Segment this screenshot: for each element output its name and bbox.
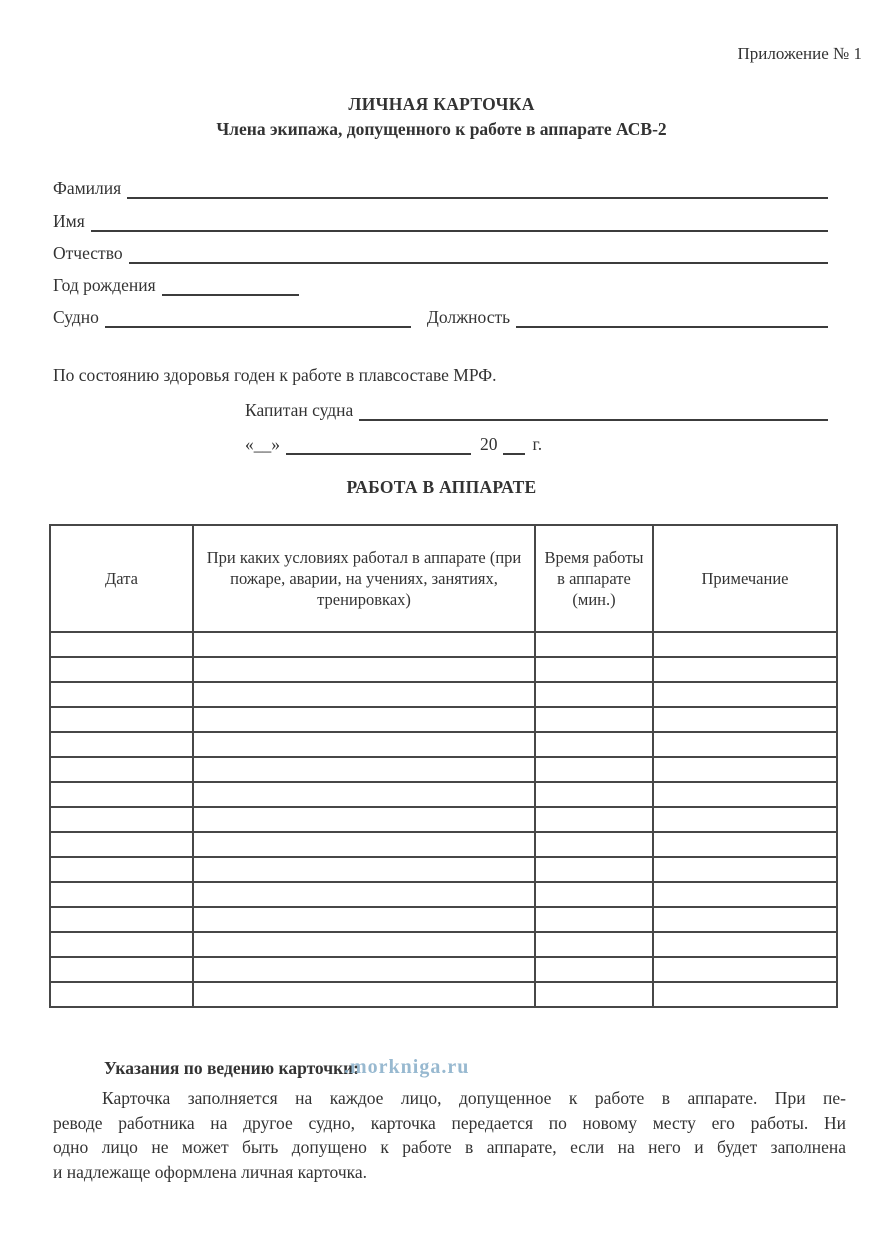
table-empty-cell: [535, 782, 653, 807]
table-empty-row: [50, 732, 837, 757]
captain-label: Капитан судна: [245, 400, 354, 420]
captain-field-row: [245, 399, 828, 421]
table-empty-cell: [50, 857, 193, 882]
table-empty-cell: [535, 632, 653, 657]
table-empty-cell: [535, 907, 653, 932]
table-empty-cell: [193, 882, 535, 907]
table-empty-cell: [535, 957, 653, 982]
table-empty-cell: [653, 657, 837, 682]
table-empty-cell: [193, 632, 535, 657]
table-empty-cell: [50, 732, 193, 757]
table-empty-row: [50, 782, 837, 807]
birth-year-label: Год рождения: [53, 275, 156, 295]
table-empty-row: [50, 957, 837, 982]
site-watermark: .morkniga.ru: [344, 1056, 470, 1078]
table-empty-cell: [653, 982, 837, 1007]
table-empty-row: [50, 982, 837, 1007]
table-empty-cell: [193, 707, 535, 732]
table-empty-cell: [193, 807, 535, 832]
surname-field-row: [53, 177, 828, 199]
instructions-line: и надлежаще оформлена личная карточка.: [53, 1161, 368, 1182]
table-empty-cell: [653, 957, 837, 982]
surname-blank-line: [127, 179, 828, 199]
health-statement: По состоянию здоровья годен к работе в плавсоставе МРФ.: [53, 365, 497, 385]
table-empty-cell: [50, 657, 193, 682]
birth-year-field-row: [53, 274, 828, 296]
work-table-body: [50, 632, 837, 1007]
table-empty-cell: [535, 882, 653, 907]
table-empty-cell: [193, 757, 535, 782]
table-empty-cell: [653, 682, 837, 707]
work-table-header-row: [50, 525, 837, 632]
table-empty-cell: [653, 857, 837, 882]
table-empty-cell: [50, 682, 193, 707]
table-empty-cell: [535, 807, 653, 832]
table-empty-cell: [535, 707, 653, 732]
table-empty-cell: [193, 907, 535, 932]
document-title: ЛИЧНАЯ КАРТОЧКА: [348, 94, 535, 114]
table-empty-cell: [535, 857, 653, 882]
position-blank-line: [516, 308, 828, 328]
col-header-note: Примечание: [653, 525, 837, 632]
instructions-line: Карточка заполняется на каждое лицо, допущенное к работе в аппарате. При пе-: [102, 1088, 846, 1108]
table-empty-row: [50, 682, 837, 707]
vessel-position-field-row: [53, 306, 828, 328]
captain-blank-line: [359, 401, 828, 421]
instructions-line: одно лицо не может быть допущено к работе в аппарате, если на него и будет заполнена: [53, 1137, 846, 1157]
table-empty-cell: [535, 982, 653, 1007]
table-empty-cell: [653, 882, 837, 907]
table-empty-cell: [50, 632, 193, 657]
instructions-body: [53, 1086, 846, 1184]
table-empty-row: [50, 882, 837, 907]
date-year-suffix: г.: [532, 434, 543, 454]
col-header-duration: Время работы в аппарате (мин.): [535, 525, 653, 632]
table-empty-cell: [193, 832, 535, 857]
table-empty-cell: [193, 857, 535, 882]
table-empty-cell: [193, 957, 535, 982]
table-empty-row: [50, 657, 837, 682]
table-empty-row: [50, 707, 837, 732]
work-table-header: [50, 525, 837, 632]
table-empty-cell: [50, 907, 193, 932]
document-subtitle: Члена экипажа, допущенного к работе в аппарате АСВ-2: [216, 119, 667, 139]
table-empty-cell: [653, 782, 837, 807]
annex-label: Приложение № 1: [737, 44, 862, 63]
work-section-title: РАБОТА В АППАРАТЕ: [346, 477, 537, 497]
table-empty-cell: [50, 757, 193, 782]
table-empty-cell: [193, 732, 535, 757]
table-empty-cell: [50, 982, 193, 1007]
table-empty-cell: [653, 907, 837, 932]
table-empty-cell: [193, 782, 535, 807]
vessel-blank-line: [105, 308, 411, 328]
date-field-row: [245, 433, 572, 455]
date-day-quotes: «__»: [245, 434, 280, 454]
table-empty-cell: [50, 832, 193, 857]
date-month-blank-line: [286, 435, 471, 455]
table-empty-cell: [653, 757, 837, 782]
table-empty-cell: [50, 807, 193, 832]
table-empty-cell: [653, 832, 837, 857]
table-empty-cell: [50, 957, 193, 982]
col-header-conditions: При каких условиях работал в аппарате (при пожаре, аварии, на учениях, занятиях, тренировках): [193, 525, 535, 632]
surname-label: Фамилия: [53, 178, 122, 198]
table-empty-cell: [653, 932, 837, 957]
table-empty-cell: [653, 732, 837, 757]
table-empty-cell: [50, 782, 193, 807]
table-empty-row: [50, 832, 837, 857]
patronymic-field-row: [53, 242, 828, 264]
table-empty-cell: [653, 807, 837, 832]
patronymic-label: Отчество: [53, 243, 123, 263]
table-empty-cell: [50, 707, 193, 732]
table-empty-cell: [193, 982, 535, 1007]
table-empty-row: [50, 632, 837, 657]
instructions-heading: Указания по ведению карточки:: [104, 1058, 360, 1078]
instructions-line: реводе работника на другое судно, карточка передается по новому месту его работы. Ни: [53, 1112, 846, 1133]
table-empty-cell: [535, 832, 653, 857]
table-empty-row: [50, 932, 837, 957]
table-empty-row: [50, 757, 837, 782]
table-empty-cell: [50, 932, 193, 957]
work-log-table: [49, 524, 838, 1008]
table-empty-cell: [535, 657, 653, 682]
date-year-blank-line: [503, 435, 525, 455]
table-empty-cell: [653, 632, 837, 657]
table-empty-cell: [193, 932, 535, 957]
table-empty-cell: [50, 882, 193, 907]
table-empty-row: [50, 807, 837, 832]
birth-year-blank-line: [162, 276, 299, 296]
table-empty-cell: [535, 932, 653, 957]
name-blank-line: [91, 212, 828, 232]
date-year-prefix: 20: [480, 434, 498, 454]
vessel-label: Судно: [53, 307, 99, 327]
table-empty-cell: [535, 682, 653, 707]
table-empty-row: [50, 857, 837, 882]
table-empty-cell: [535, 757, 653, 782]
table-empty-cell: [653, 707, 837, 732]
col-header-date: Дата: [50, 525, 193, 632]
position-label: Должность: [426, 307, 511, 327]
patronymic-blank-line: [129, 244, 828, 264]
name-field-row: [53, 210, 828, 232]
table-empty-cell: [535, 732, 653, 757]
table-empty-cell: [193, 682, 535, 707]
table-empty-cell: [193, 657, 535, 682]
name-label: Имя: [53, 211, 85, 231]
table-empty-row: [50, 907, 837, 932]
